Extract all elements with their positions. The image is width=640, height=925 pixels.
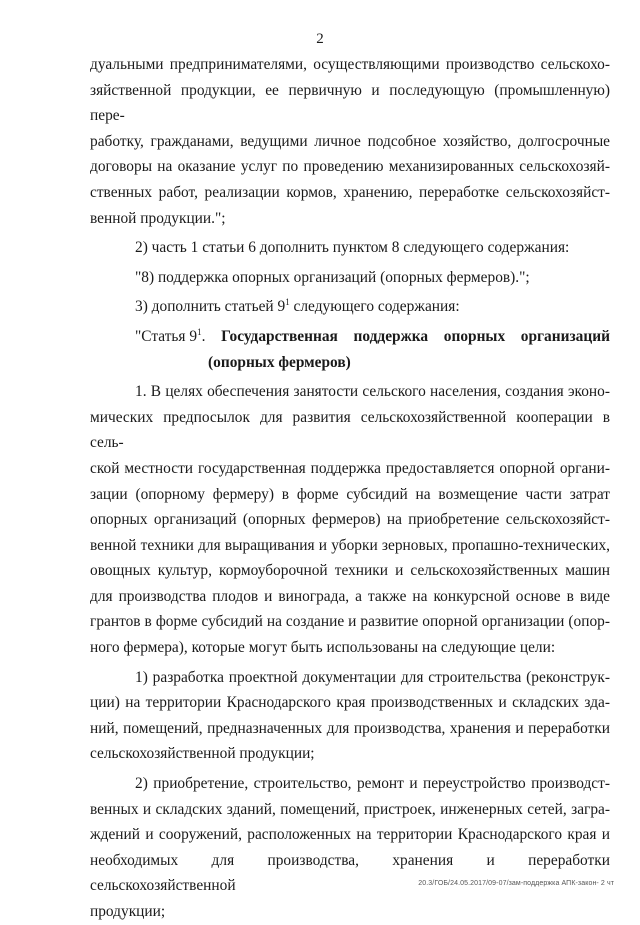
text-line: ской местности государственная поддержка предоставляется опорной органи- [90, 459, 610, 477]
heading-word: поддержка [353, 327, 429, 345]
item-3-text-end: следующего содержания: [289, 298, 460, 316]
text-line: ждений и сооружений, расположенных на территории Краснодарского края и [90, 826, 610, 844]
text-line: для производства плодов и винограда, а также на конкурсной основе в виде [90, 587, 610, 605]
text-line: опорных организаций (опорных фермеров) на приобретение сельскохозяйст- [90, 511, 610, 529]
text-line: венных и складских зданий, помещений, пристроек, инженерных сетей, загра- [90, 800, 610, 818]
text-line: 2) приобретение, строительство, ремонт и переустройство производст- [135, 775, 610, 793]
superscript: 1 [197, 326, 202, 337]
text-line: венной техники для выращивания и уборки зерновых, пропашно-технических, [90, 536, 610, 554]
footer-reference: 20.3/ГОБ/24.05.2017/09-07/зам-поддержка АПК-закон- 2 чт [418, 880, 614, 887]
document-body [90, 52, 610, 925]
text-line: договоры на оказание услуг по проведению механизированных сельскохозяй- [90, 158, 610, 176]
text-line: ний, помещений, предназначенных для производства, хранения и переработки [90, 719, 610, 737]
paragraph-1 [90, 379, 610, 661]
text-line: работку, гражданами, ведущими личное подсобное хозяйство, долгосрочные [90, 132, 610, 150]
text-line: зации (опорному фермеру) в форме субсидий на возмещение части затрат [90, 485, 610, 503]
superscript: 1 [285, 297, 290, 308]
heading-word: организаций [520, 327, 610, 345]
text-line: продукции; [90, 903, 166, 920]
heading-word: Государственная [221, 327, 338, 345]
text-line: ного фермера), которые могут быть использованы на следующие цели: [90, 639, 556, 657]
article-label [135, 324, 205, 350]
text-line: ственных работ, реализации кормов, хранению, переработке сельскохозяйст- [90, 183, 610, 201]
text-line: 1. В целях обеспечения занятости сельского населения, создания эконо- [135, 383, 610, 401]
text-line: 1) разработка проектной документации для строительства (реконструк- [135, 668, 610, 686]
subitem-2 [90, 771, 610, 925]
text-line: дуальными предпринимателями, осуществляющими производство сельскохо- [90, 56, 610, 73]
page-number: 2 [316, 31, 324, 47]
item-3-text: 3) дополнить статьей 9 [135, 298, 286, 316]
article-heading-line-2: (опорных фермеров) [208, 353, 351, 371]
quote-8-paragraph: "8) поддержка опорных организаций (опорных фермеров)."; [135, 268, 530, 286]
text-line: венной продукции."; [90, 209, 226, 227]
text-line: грантов в форме субсидий на создание и развитие опорной организации (опор- [90, 613, 610, 631]
heading-word: опорных [443, 327, 506, 345]
article-prefix: "Статья 9 [135, 327, 198, 345]
text-line: ции) на территории Краснодарского края производственных и складских зда- [90, 694, 610, 712]
item-2-paragraph: 2) часть 1 статьи 6 дополнить пунктом 8 следующего содержания: [135, 239, 570, 257]
text-line: зяйственной продукции, ее первичную и последующую (промышленную) пере- [90, 81, 610, 125]
subitem-1 [90, 665, 610, 767]
continuation-paragraph [90, 52, 610, 231]
text-line: необходимых для производства, хранения и переработки сельскохозяйственной [90, 851, 610, 895]
article-heading [90, 324, 610, 350]
item-3-paragraph [90, 294, 610, 320]
article-dot: . [201, 327, 206, 345]
text-line: овощных культур, кормоуборочной техники и сельскохозяйственных машин [90, 562, 610, 580]
text-line: сельскохозяйственной продукции; [90, 745, 315, 763]
text-line: мических предпосылок для развития сельскохозяйственной кооперации в сель- [90, 408, 610, 452]
